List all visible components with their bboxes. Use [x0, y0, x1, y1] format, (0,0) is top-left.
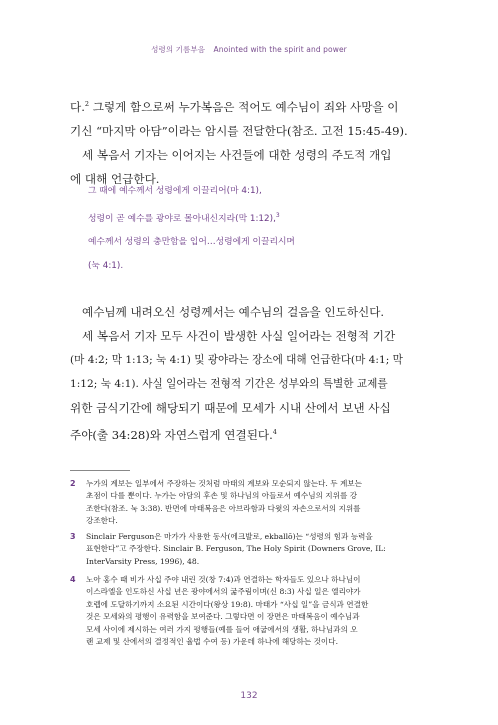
footnote-4-line-5: 모세 사이에 제시하는 여러 가지 평행들(예를 들어 애굽에서의 생활, 하나님과의 오 — [86, 624, 358, 634]
page-number: 132 — [240, 691, 258, 701]
para1-line-1: 다.$^2$ 그렇게 함으로써 누가복음은 적어도 예수님이 죄와 사망을 이 — [70, 100, 399, 114]
footnote-ref-2[interactable]: 2 — [84, 100, 90, 108]
footnote-2-number: 2 — [70, 479, 76, 488]
footnote-3-number: 3 — [70, 532, 76, 541]
footnote-3-line-1: Sinclair Ferguson은 마가가 사용한 동사(에크발로, ekballō)는 “성령의 힘과 능력을 — [86, 532, 373, 541]
footnote-4-line-2: 이스라엘을 인도하신 사십 년은 광야에서의 굶주림이며(신 8:3) 사십 일은 엘리야가 — [86, 587, 361, 597]
footnote-ref-4[interactable]: 4 — [272, 428, 277, 436]
footnote-4-line-3: 호렙에 도달하기까지 소요된 시간이다(왕상 19:8). 마태가 “사십 일”을 금식과 연결한 — [86, 599, 369, 609]
footnote-4-line-4: 것은 모세와의 평행이 유력함을 보여준다. 그렇다면 이 장면은 마태복음이 예수님과 — [86, 612, 360, 622]
quote-line-3: 예수께서 성령의 충만함을 입어…성령에게 이끌리시며 — [88, 237, 295, 247]
running-head-english: Anointed with the spirit and power — [213, 45, 347, 54]
running-head — [0, 44, 498, 55]
footnote-3-line-3: InterVarsity Press, 1996), 48. — [86, 556, 200, 566]
para1-line-2: 기신 “마지막 아담”이라는 암시를 전달한다(참조. 고전 15:45-49). — [70, 124, 408, 138]
quote-line-4: (눅 4:1). — [88, 260, 124, 271]
para2-line-5: 위한 금식기간에 해당되기 때문에 모세가 시내 산에서 보낸 사십 — [70, 401, 391, 415]
para1-line-3: 세 복음서 기자는 이어지는 사건들에 대한 성령의 주도적 개입 — [82, 148, 392, 162]
footnote-4-line-1: 노아 홍수 때 비가 사십 주야 내린 것(창 7:4)과 연결하는 학자들도 있으나 하나님이 — [86, 575, 361, 584]
footnote-ref-3[interactable]: 3 — [275, 211, 280, 219]
para2-line-2: 세 복음서 기자 모두 사건이 발생한 사실 일어라는 전형적 기간 — [82, 329, 396, 343]
quote-line-2: 성령이 곧 예수를 광야로 몰아내신지라(막 1:12),$^3$ — [88, 211, 280, 224]
footnote-3 — [70, 531, 426, 568]
para2-line-6: 주야(출 34:28)와 자연스럽게 연결된다.$^4$ — [70, 428, 277, 442]
footnote-4-line-6: 랜 교제 및 산에서의 결정적인 율법 수여 등) 가운데 하나에 해당하는 것이다. — [86, 637, 338, 647]
footnote-4-number: 4 — [70, 575, 76, 584]
quote-line-1: 그 때에 예수께서 성령에게 이끌리어(마 4:1), — [88, 186, 262, 196]
scripture-quote — [88, 180, 418, 278]
paragraph-1 — [70, 92, 426, 191]
footnote-separator — [70, 470, 130, 471]
footnote-3-line-2: 표현한다”고 주장한다. Sinclair B. Ferguson, The Holy Spirit (Downers Grove, IL: — [86, 544, 386, 554]
para2-line-1: 예수님께 내려오신 성령께서는 예수님의 걸음을 인도하신다. — [82, 305, 385, 319]
paragraph-2 — [70, 300, 426, 447]
para2-line-3: (마 4:2; 막 1:13; 눅 4:1) 및 광야라는 장소에 대해 언급한다(마 4:1; 막 — [70, 354, 403, 366]
footnote-4 — [70, 574, 426, 648]
footnote-2-line-1: 누가의 계보는 일부에서 주장하는 것처럼 마태의 계보와 모순되지 않는다. 두 계보는 — [86, 479, 362, 488]
para1-line-4: 에 대해 언급한다. — [70, 172, 160, 186]
footnote-2-line-2: 초점이 다를 뿐이다. 누가는 아담의 후손 및 하나님의 아들로서 예수님의 지위를 강 — [86, 491, 358, 501]
footnote-2-line-3: 조한다(참조. 눅 3:38). 반면에 마태복음은 아브라함과 다윗의 자손으로서의 지위를 — [86, 503, 361, 513]
footnote-2 — [70, 478, 426, 528]
running-head-korean: 성령의 기름부음 — [151, 45, 206, 54]
para2-line-4: 1:12; 눅 4:1). 사실 일어라는 전형적 기간은 성부와의 특별한 교제를 — [70, 378, 388, 390]
footnote-2-line-4: 강조한다. — [86, 516, 118, 526]
